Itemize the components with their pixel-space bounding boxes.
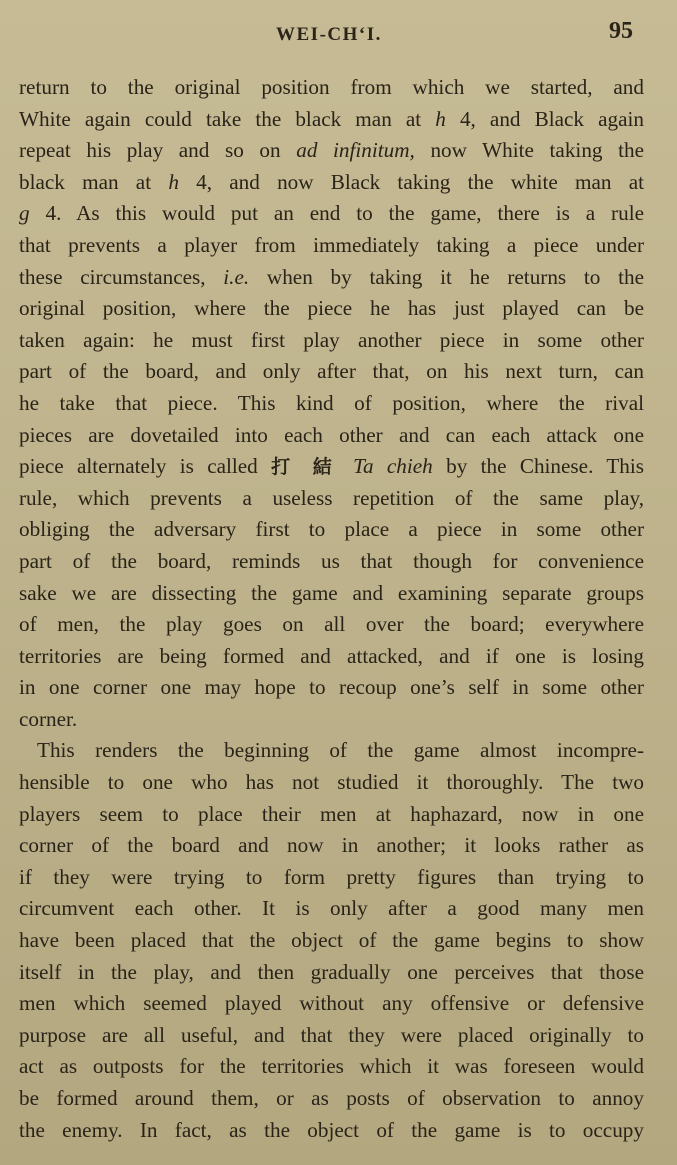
text-line xyxy=(19,135,644,167)
text-line xyxy=(19,262,644,294)
italic-text: g xyxy=(19,201,30,226)
running-title: WEI-CHʻI. xyxy=(276,24,382,45)
text-run: original position, where the piece he has just played can be xyxy=(19,296,644,321)
text-run: territories are being formed and attacked, and if one is losing xyxy=(19,643,644,668)
text-line xyxy=(19,104,644,136)
text-line xyxy=(19,641,644,673)
page-header xyxy=(0,14,677,50)
text-run: obliging the adversary first to place a piece in some other xyxy=(19,517,644,542)
text-line xyxy=(19,546,644,578)
text-run: corner of the board and now in another; it looks rather as xyxy=(19,833,644,858)
text-run: White again could take the black man at xyxy=(19,106,436,131)
text-run: the enemy. In fact, as the object of the game is to occupy xyxy=(19,1117,644,1142)
text-run: pieces are dovetailed into each other and can each attack one xyxy=(19,422,644,447)
text-line xyxy=(19,1115,644,1147)
text-run: have been placed that the object of the game begins to show xyxy=(19,928,644,953)
text-line xyxy=(19,483,644,515)
text-line xyxy=(19,198,644,230)
text-run xyxy=(340,454,353,478)
text-line xyxy=(19,830,644,862)
body-text xyxy=(19,72,644,1146)
text-run: of men, the play goes on all over the board; everywhere xyxy=(19,612,644,637)
text-run: by the Chinese. This xyxy=(432,454,644,479)
text-line xyxy=(19,862,644,894)
text-line xyxy=(19,451,644,483)
text-run: piece alternately is called xyxy=(19,454,272,479)
text-run: 4. As this would put an end to the game, there is a rule xyxy=(29,201,644,226)
text-run: that prevents a player from immediately taking a piece under xyxy=(19,232,644,257)
text-line xyxy=(19,167,644,199)
text-line xyxy=(19,767,644,799)
text-line xyxy=(19,1020,644,1052)
text-line xyxy=(19,420,644,452)
text-run: now White taking the xyxy=(414,138,644,163)
text-run: act as outposts for the territories which it was foreseen would xyxy=(19,1054,644,1079)
italic-text: i.e. xyxy=(223,264,250,289)
text-run: corner. xyxy=(19,706,78,731)
text-line xyxy=(19,578,644,610)
text-line xyxy=(19,230,644,262)
text-line xyxy=(19,514,644,546)
text-run: circumvent each other. It is only after a good many men xyxy=(19,896,644,921)
text-run: purpose are all useful, and that they were placed originally to xyxy=(19,1022,644,1047)
text-line xyxy=(19,735,644,767)
text-line xyxy=(19,356,644,388)
text-run: repeat his play and so on xyxy=(19,138,297,163)
text-line xyxy=(19,893,644,925)
text-run: part of the board, reminds us that though for convenience xyxy=(19,548,644,573)
text-run: taken again: he must first play another piece in some other xyxy=(19,327,644,352)
text-line xyxy=(19,988,644,1020)
text-run: 4, and now Black taking the white man at xyxy=(178,169,644,194)
text-run: these circumstances, xyxy=(19,264,224,289)
italic-text: h xyxy=(168,169,179,194)
page-number: 95 xyxy=(609,18,633,44)
text-line xyxy=(19,925,644,957)
italic-text: ad infinitum, xyxy=(296,138,415,163)
text-line xyxy=(19,957,644,989)
italic-text: Ta chieh xyxy=(353,454,433,479)
text-line xyxy=(19,72,644,104)
text-line xyxy=(19,388,644,420)
text-run: This renders the beginning of the game almost incompre- xyxy=(37,738,644,763)
text-run: black man at xyxy=(19,169,169,194)
text-line xyxy=(19,1083,644,1115)
text-run: in one corner one may hope to recoup one’s self in some other xyxy=(19,675,644,700)
text-run: return to the original position from which we started, and xyxy=(19,75,644,99)
text-run: he take that piece. This kind of position, where the rival xyxy=(19,390,644,415)
text-run: 4, and Black again xyxy=(445,106,644,131)
text-line xyxy=(19,325,644,357)
text-run: be formed around them, or as posts of observation to annoy xyxy=(19,1086,644,1110)
text-line xyxy=(19,1051,644,1083)
text-line xyxy=(19,609,644,641)
chinese-characters: 打 結 xyxy=(271,456,340,479)
text-run: when by taking it he returns to the xyxy=(249,264,644,289)
text-run: players seem to place their men at haphazard, now in one xyxy=(19,801,644,826)
text-run: sake we are dissecting the game and examining separate groups xyxy=(19,580,644,605)
text-run: if they were trying to form pretty figures than trying to xyxy=(19,864,644,889)
text-line xyxy=(19,799,644,831)
text-line xyxy=(19,293,644,325)
text-run: itself in the play, and then gradually one perceives that those xyxy=(19,959,644,984)
text-line xyxy=(19,704,644,736)
text-line xyxy=(19,672,644,704)
text-run: part of the board, and only after that, on his next turn, can xyxy=(19,359,644,384)
text-run: rule, which prevents a useless repetition of the same play, xyxy=(19,485,644,510)
text-run: men which seemed played without any offensive or defensive xyxy=(19,991,644,1016)
italic-text: h xyxy=(435,106,446,131)
text-run: hensible to one who has not studied it thoroughly. The two xyxy=(19,770,644,795)
